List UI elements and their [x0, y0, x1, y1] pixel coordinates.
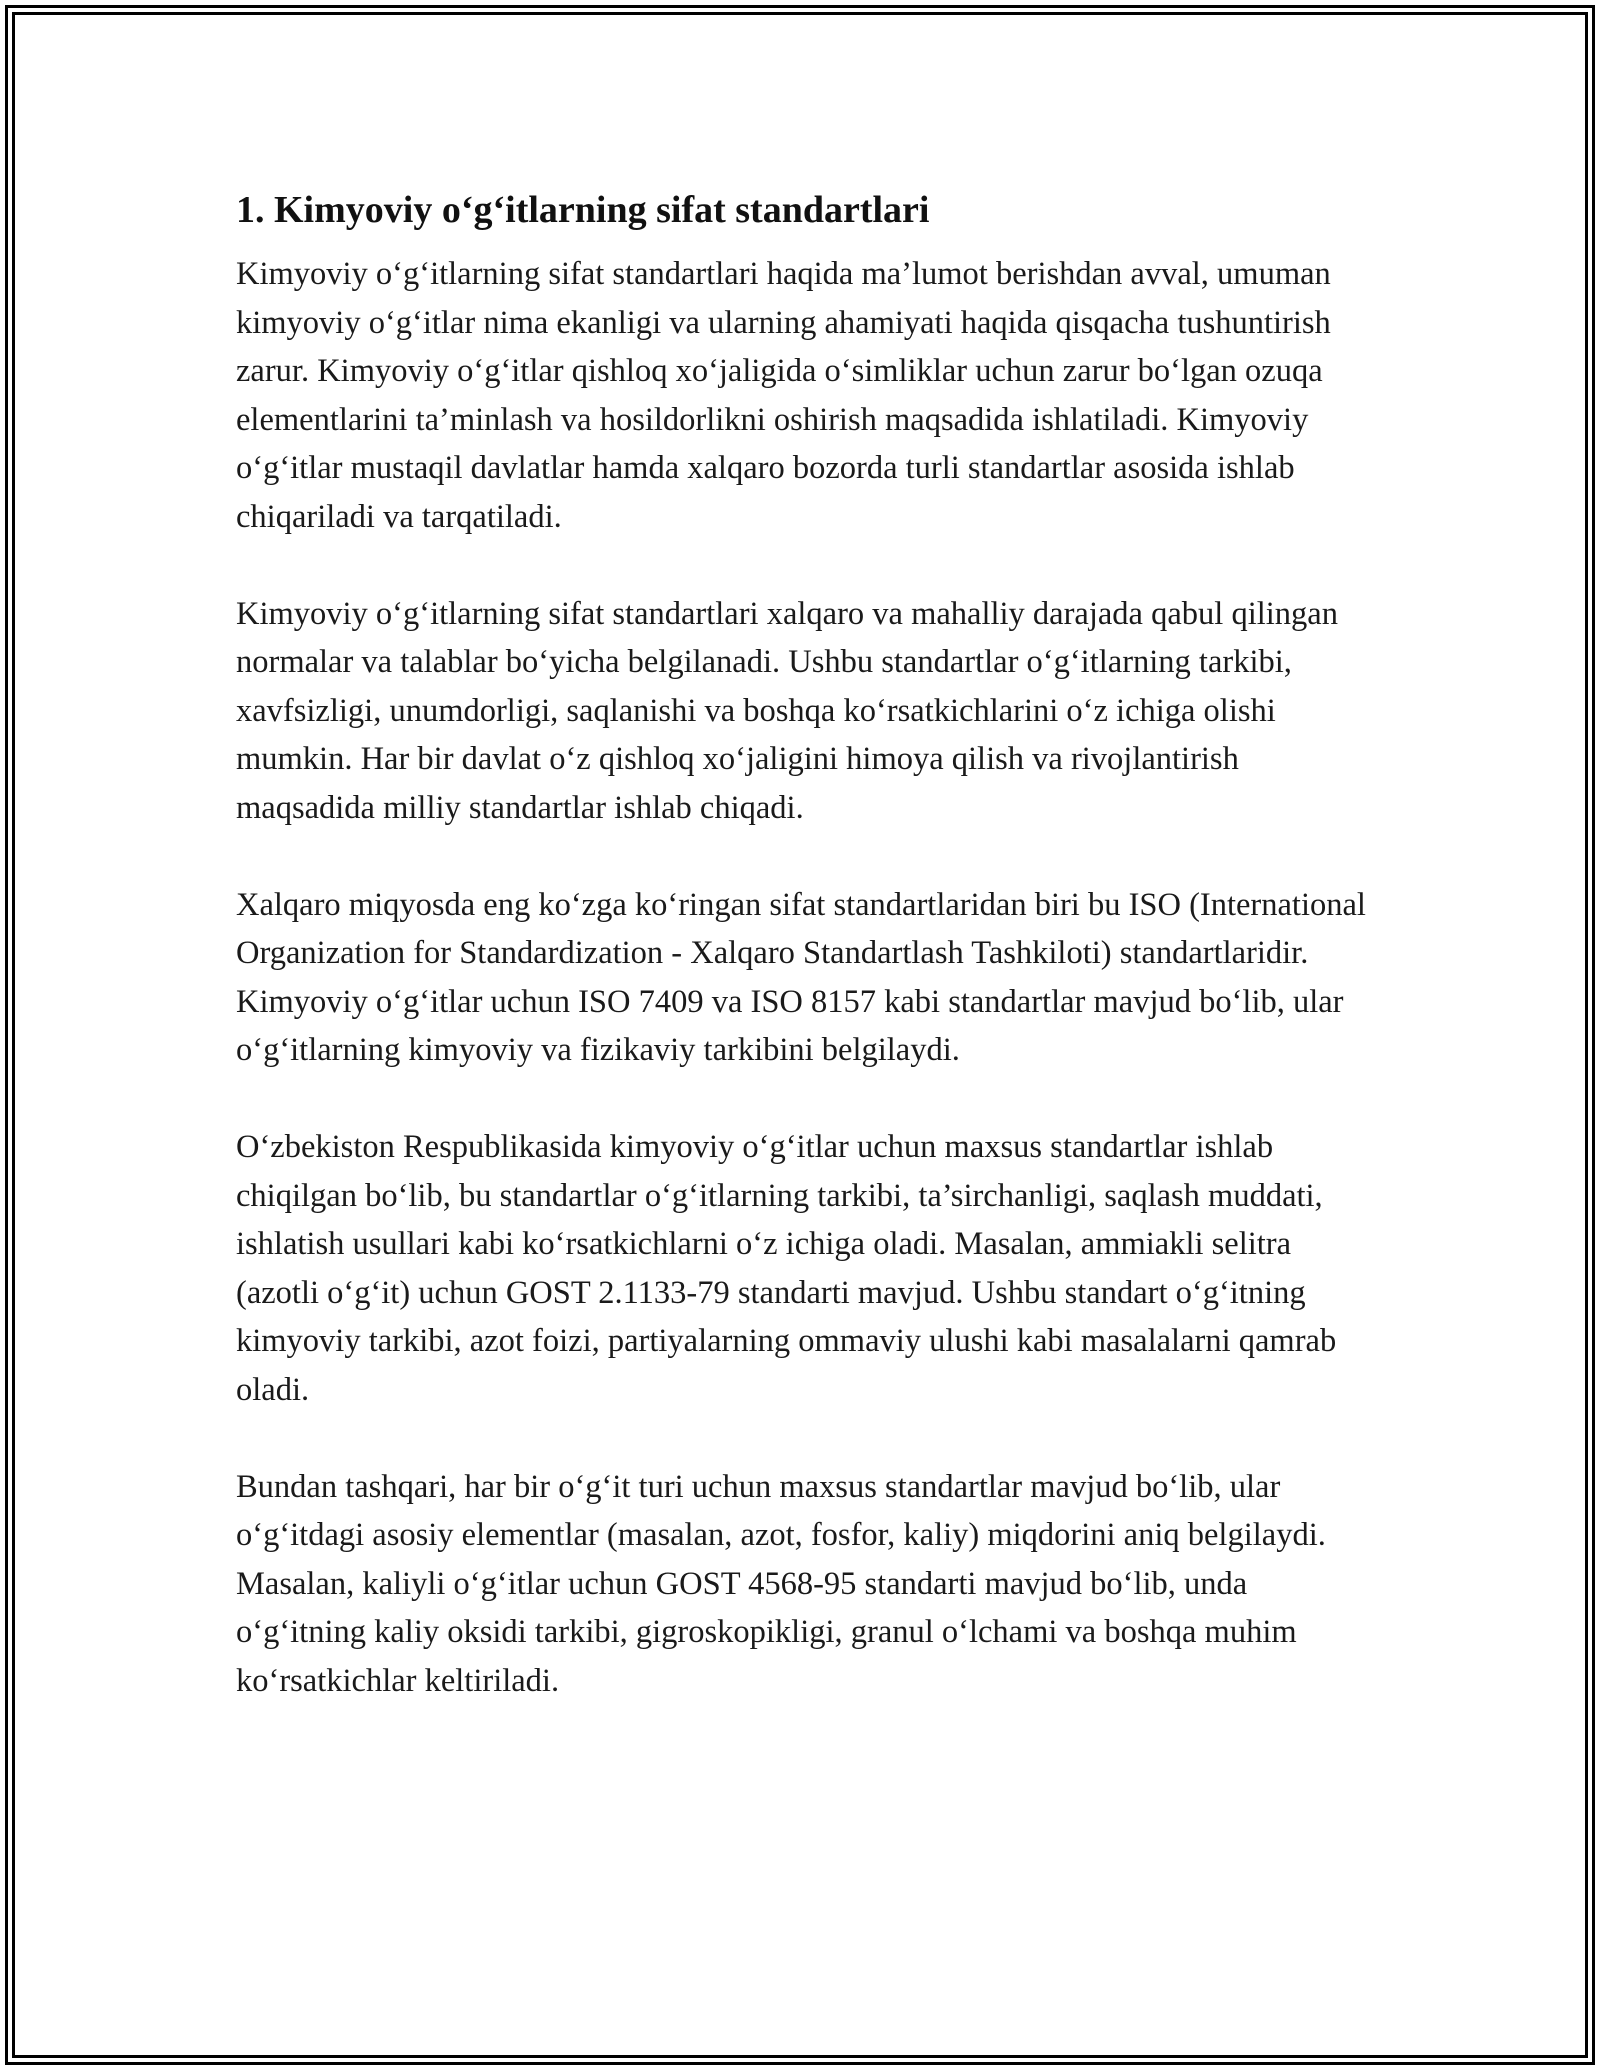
paragraph-1: Kimyoviy o‘g‘itlarning sifat standartlari haqida ma’lumot berishdan avval, umuman kimyoviy o‘g‘itlar nima ekanligi va ularning ahamiyati haqida qisqacha tushuntirish zarur. Kimyoviy o‘g‘itlar qishloq xo‘jaligida o‘simliklar uchun zarur bo‘lgan ozuqa elementlarini ta’minlash va hosildorlikni oshirish maqsadida ishlatiladi. Kimyoviy o‘g‘itlar mustaqil davlatlar hamda xalqaro bozorda turli standartlar asosida ishlab chiqariladi va tarqatiladi.: [236, 256, 1331, 535]
section-heading: 1. Kimyoviy o‘g‘itlarning sifat standartlari: [236, 189, 930, 231]
document-body: [236, 186, 1376, 1705]
paragraph-4: O‘zbekiston Respublikasida kimyoviy o‘g‘itlar uchun maxsus standartlar ishlab chiqilgan bo‘lib, bu standartlar o‘g‘itlarning tarkibi, ta’sirchanligi, saqlash muddati, ishlatish usullari kabi ko‘rsatkichlarni o‘z ichiga oladi. Masalan, ammiakli selitra (azotli o‘g‘it) uchun GOST 2.1133-79 standarti mavjud. Ushbu standart o‘g‘itning kimyoviy tarkibi, azot foizi, partiyalarning ommaviy ulushi kabi masalalarni qamrab oladi.: [236, 1129, 1337, 1408]
paragraph-5: Bundan tashqari, har bir o‘g‘it turi uchun maxsus standartlar mavjud bo‘lib, ular o‘g‘itdagi asosiy elementlar (masalan, azot, fosfor, kaliy) miqdorini aniq belgilaydi. Masalan, kaliyli o‘g‘itlar uchun GOST 4568-95 standarti mavjud bo‘lib, unda o‘g‘itning kaliy oksidi tarkibi, gigroskopikligi, granul o‘lchami va boshqa muhim ko‘rsatkichlar keltiriladi.: [236, 1468, 1326, 1699]
paragraph-3: Xalqaro miqyosda eng ko‘zga ko‘ringan sifat standartlaridan biri bu ISO (International Organization for Standardization - Xalqaro Standartlash Tashkiloti) standartlaridir. Kimyoviy o‘g‘itlar uchun ISO 7409 va ISO 8157 kabi standartlar mavjud bo‘lib, ular o‘g‘itlarning kimyoviy va fizikaviy tarkibini belgilaydi.: [236, 886, 1366, 1068]
paragraph-2: Kimyoviy o‘g‘itlarning sifat standartlari xalqaro va mahalliy darajada qabul qilingan normalar va talablar bo‘yicha belgilanadi. Ushbu standartlar o‘g‘itlarning tarkibi, xavfsizligi, unumdorligi, saqlanishi va boshqa ko‘rsatkichlarini o‘z ichiga olishi mumkin. Har bir davlat o‘z qishloq xo‘jaligini himoya qilish va rivojlantirish maqsadida milliy standartlar ishlab chiqadi.: [236, 595, 1338, 826]
